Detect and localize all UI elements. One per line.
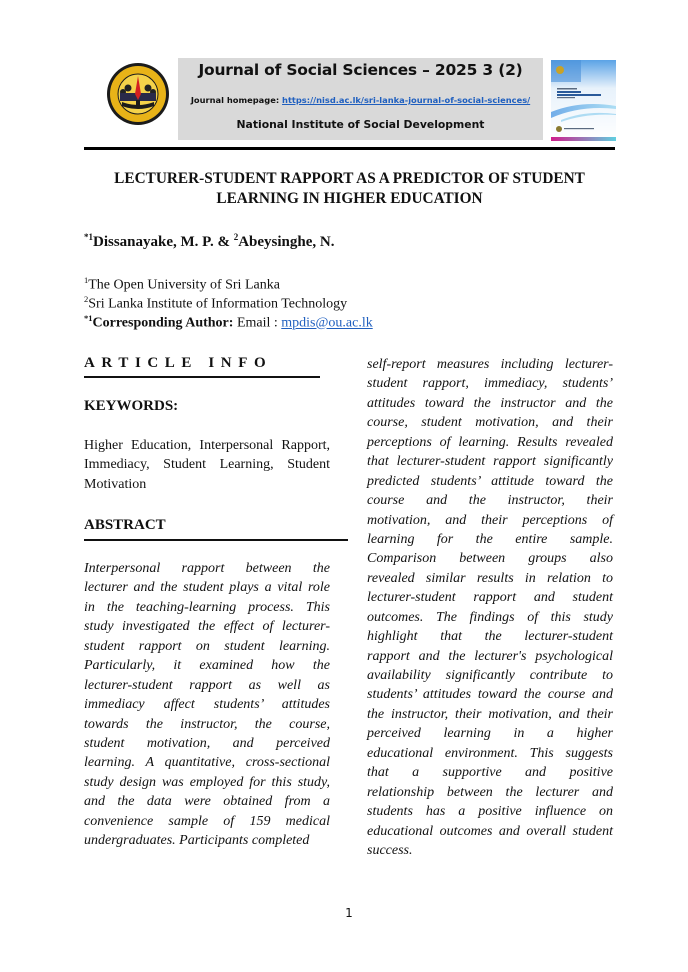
title-line-1: LECTURER-STUDENT RAPPORT AS A PREDICTOR OF STUDENT	[114, 170, 585, 187]
abstract-line: lecturer-student rapport and student	[367, 590, 613, 606]
abstract-line: predicted students’ attitude toward the	[367, 473, 613, 489]
keywords-list	[84, 436, 330, 494]
header-divider	[84, 147, 615, 150]
title-line-2: LEARNING IN HIGHER EDUCATION	[216, 190, 483, 207]
abstract-line: Particularly, it examined how the	[84, 658, 330, 674]
author-2-mark: 2	[233, 232, 239, 242]
page-number: 1	[345, 906, 353, 920]
abstract-line: relationship between the lecturer and	[367, 784, 613, 800]
abstract-line: study investigated the effect of lecturer-	[84, 619, 330, 635]
article-info-rule	[84, 376, 320, 378]
abstract-line: lecturer-student rapport as well as	[84, 677, 330, 693]
abstract-line: self-report measures including lecturer-	[367, 357, 613, 372]
abstract-line: attitudes toward the instructor and the	[367, 395, 613, 411]
abstract-line: outcomes. The findings of this study	[367, 609, 613, 625]
author-list	[84, 232, 334, 251]
abstract-line: undergraduates. Participants completed	[84, 833, 310, 849]
abstract-line: study design was employed for this study,	[84, 774, 330, 790]
corresponding-label: Corresponding Author:	[92, 315, 234, 331]
abstract-line: availability significantly contribute to	[367, 668, 613, 683]
abstract-line: immediacy affect students’ attitudes	[84, 697, 330, 713]
abstract-line: motivation, and their perceptions of	[367, 512, 613, 528]
keywords-heading: KEYWORDS:	[84, 398, 179, 414]
article-info-heading: ARTICLE INFO	[84, 355, 273, 371]
affiliation-2-text: Sri Lanka Institute of Information Technology	[88, 296, 348, 312]
abstract-line: students has a positive influence on	[367, 804, 613, 820]
journal-cover-thumbnail	[551, 60, 616, 141]
author-2: Abeysinghe, N.	[238, 234, 335, 250]
abstract-line: perceived learning in a higher	[367, 726, 613, 742]
article-title	[84, 169, 615, 209]
abstract-line: in the teaching-learning process. This	[84, 599, 330, 615]
abstract-line: and the data were obtained from a	[84, 794, 330, 810]
author-1-mark: *1	[84, 232, 93, 242]
email-link[interactable]: mpdis@ou.ac.lk	[281, 315, 373, 331]
abstract-line: convenience sample of 159 medical	[84, 813, 330, 829]
email-label: Email :	[233, 315, 282, 331]
homepage-label: Journal homepage:	[190, 95, 283, 105]
abstract-line: educational environment. This suggests	[367, 745, 613, 761]
keywords-line: Motivation	[84, 476, 147, 492]
abstract-line: Interpersonal rapport between the	[84, 561, 330, 576]
abstract-line: the instructor, their motivation, and their	[367, 706, 613, 722]
affiliation-1-text: The Open University of Sri Lanka	[88, 277, 280, 293]
abstract-line: highlight that the lecturer-student	[367, 629, 613, 645]
abstract-heading: ABSTRACT	[84, 517, 166, 533]
publisher-name: National Institute of Social Development	[236, 118, 485, 131]
abstract-right-column	[367, 355, 613, 860]
abstract-rule	[84, 539, 348, 541]
author-1: Dissanayake, M. P. &	[93, 234, 234, 250]
abstract-line: student motivation, and perceived	[84, 735, 330, 751]
abstract-line: that lecturer-student rapport significantly	[367, 454, 613, 470]
abstract-line: Comparison between groups also	[367, 551, 613, 567]
abstract-left-column	[84, 559, 330, 851]
journal-homepage	[178, 95, 543, 105]
abstract-line: learning. A quantitative, cross-sectional	[84, 755, 330, 771]
journal-title: Journal of Social Sciences – 2025 3 (2)	[198, 61, 523, 79]
abstract-line: success.	[367, 842, 413, 858]
affiliation-1-mark: 1	[84, 275, 89, 285]
keywords-line: Immediacy, Student Learning, Student	[84, 457, 330, 473]
abstract-line: that a supportive and positive	[367, 765, 613, 781]
affiliation-2-mark: 2	[84, 294, 89, 304]
institute-seal-logo	[106, 62, 170, 126]
abstract-line: course and the instructor, their	[367, 493, 613, 509]
abstract-line: student rapport on student learning.	[84, 638, 330, 654]
abstract-line: student rapport, immediacy, students’	[367, 376, 613, 392]
abstract-line: lecturer and the student plays a vital role	[84, 580, 330, 596]
abstract-line: revealed similar results in relation to	[367, 570, 613, 586]
keywords-line: Higher Education, Interpersonal Rapport,	[84, 438, 330, 453]
abstract-line: students’ attitudes toward the course and	[367, 687, 613, 703]
abstract-line: course, student motivation, and their	[367, 415, 613, 431]
abstract-line: learning for the entire sample.	[367, 531, 613, 547]
abstract-line: educational outcomes and overall student	[367, 823, 613, 839]
abstract-line: perceptions of learning. Results revealed	[367, 434, 613, 450]
abstract-line: rapport and the lecturer's psychological	[367, 648, 613, 664]
corresponding-mark: *1	[84, 313, 93, 323]
abstract-line: towards the instructor, the course,	[84, 716, 330, 732]
homepage-link[interactable]: https://nisd.ac.lk/sri-lanka-journal-of-social-sciences/	[282, 95, 531, 105]
corresponding-author	[84, 309, 373, 333]
